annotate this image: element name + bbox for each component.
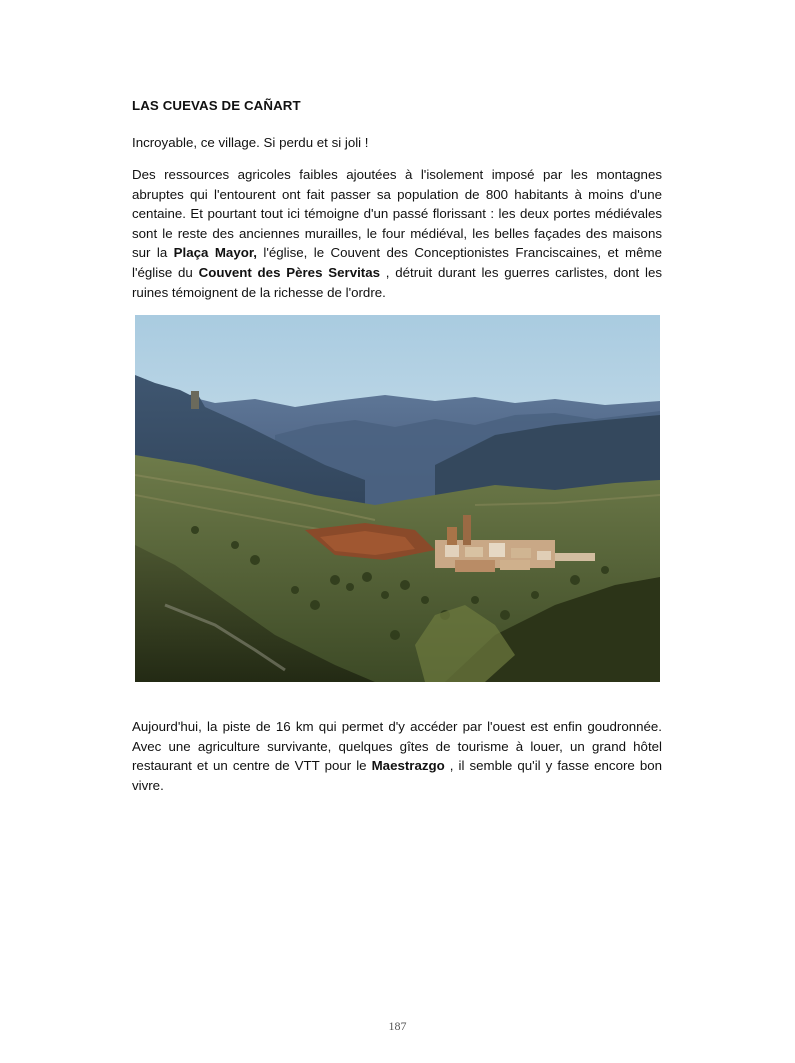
paragraph-today — [132, 717, 662, 795]
paragraph-text: Aujourd'hui, la piste de 16 km qui permet d'y accéder par l'ouest est enfin goudronnée. Avec une agriculture survivante, quelques gîtes de tourisme à louer, un grand hôtel restaurant et un centre de VTT pour le — [132, 719, 662, 774]
paragraph-history — [132, 165, 662, 302]
paragraph-text: , détruit durant les guerres carlistes, dont les ruines témoignent de la richesse de l'ordre. — [132, 264, 663, 300]
bold-place-name: Couvent des Pères Servitas — [198, 264, 381, 280]
paragraph-text: , il semble qu'il y fasse encore bon vivre. — [132, 758, 663, 793]
page-number: 187 — [388, 1019, 407, 1033]
section-title: LAS CUEVAS DE CAÑART — [132, 98, 301, 113]
paragraph-text: l'église, le Couvent des Conceptionistes Franciscaines, et même l'église du — [132, 245, 662, 280]
paragraph-text: Des ressources agricoles faibles ajoutées à l'isolement imposé par les montagnes abruptes qui l'entourent ont fait passer sa population de 800 habitants à moins d'une centaine. Et pourtant tout ici témoigne d'un passé florissant : les deux portes médiévales sont le reste des anciennes murailles, le four médiéval, les belles façades des maisons sur la — [132, 167, 662, 261]
landscape-illustration — [135, 315, 660, 682]
village-landscape-photo — [135, 315, 660, 682]
bold-place-name: Maestrazgo — [371, 758, 445, 774]
bold-place-name: Plaça Mayor, — [173, 245, 257, 261]
intro-line: Incroyable, ce village. Si perdu et si joli ! — [132, 135, 369, 150]
